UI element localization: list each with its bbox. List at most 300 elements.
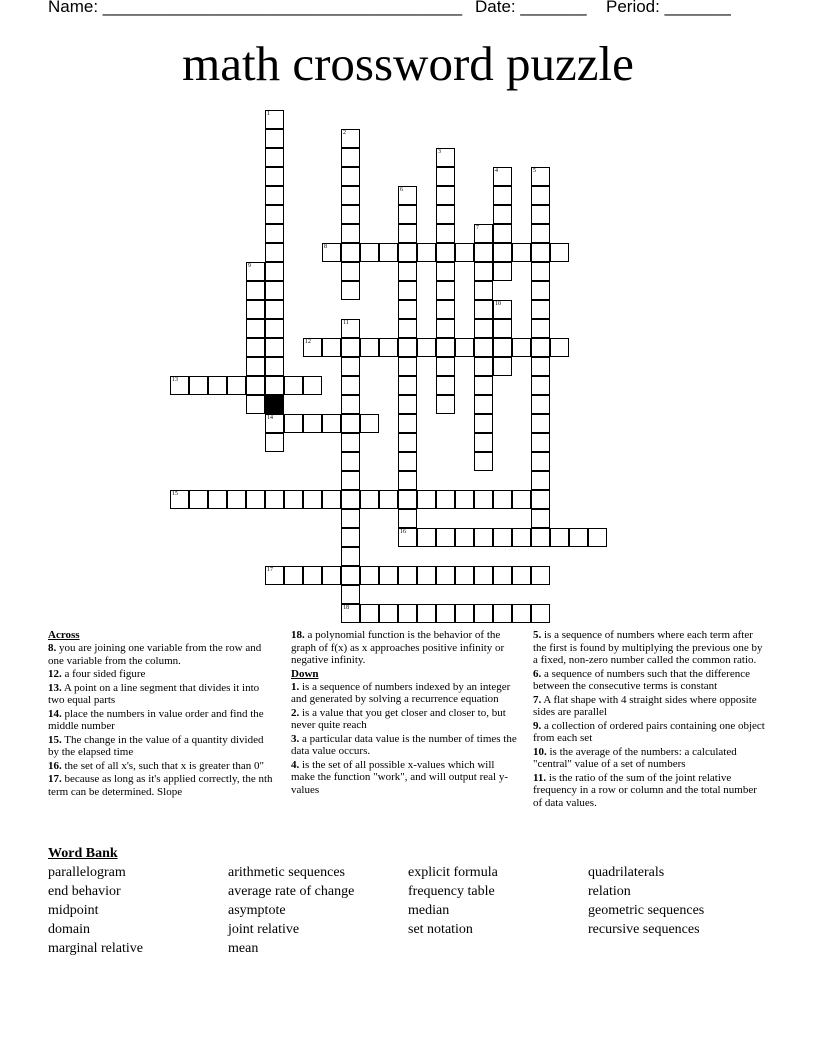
crossword-cell[interactable] bbox=[512, 604, 531, 623]
crossword-cell[interactable] bbox=[322, 243, 341, 262]
crossword-cell[interactable] bbox=[474, 528, 493, 547]
crossword-cell[interactable] bbox=[303, 414, 322, 433]
crossword-cell[interactable] bbox=[265, 281, 284, 300]
crossword-cell[interactable] bbox=[341, 205, 360, 224]
crossword-cell[interactable] bbox=[588, 528, 607, 547]
crossword-cell[interactable] bbox=[398, 471, 417, 490]
clue-item bbox=[291, 707, 521, 732]
crossword-cell[interactable] bbox=[265, 167, 284, 186]
clue-number: 3. bbox=[291, 732, 300, 745]
word-bank-word: recursive sequences bbox=[588, 922, 700, 937]
crossword-cell[interactable] bbox=[341, 129, 360, 148]
clue-number: 18. bbox=[291, 629, 305, 641]
crossword-cell[interactable] bbox=[341, 433, 360, 452]
crossword-cell[interactable] bbox=[265, 490, 284, 509]
clue-number: 13. bbox=[48, 681, 62, 694]
word-bank-word: end behavior bbox=[48, 884, 121, 899]
crossword-cell[interactable] bbox=[341, 243, 360, 262]
crossword-cell[interactable] bbox=[189, 490, 208, 509]
clues-column-1 bbox=[48, 629, 273, 799]
crossword-cell[interactable] bbox=[436, 566, 455, 585]
clue-item bbox=[48, 682, 273, 707]
clue-number: 10. bbox=[533, 745, 547, 758]
crossword-cell[interactable] bbox=[341, 509, 360, 528]
crossword-cell[interactable] bbox=[208, 376, 227, 395]
crossword-cell[interactable] bbox=[170, 376, 189, 395]
crossword-cell[interactable] bbox=[265, 433, 284, 452]
crossword-cell[interactable] bbox=[398, 528, 417, 547]
crossword-cell[interactable] bbox=[208, 490, 227, 509]
crossword-cell[interactable] bbox=[398, 376, 417, 395]
crossword-cell[interactable] bbox=[493, 357, 512, 376]
crossword-cell[interactable] bbox=[341, 471, 360, 490]
clue-number-label: 12 bbox=[305, 339, 311, 345]
crossword-cell[interactable] bbox=[436, 167, 455, 186]
crossword-cell[interactable] bbox=[436, 224, 455, 243]
crossword-cell[interactable] bbox=[531, 338, 550, 357]
word-bank-word: geometric sequences bbox=[588, 903, 705, 918]
crossword-cell[interactable] bbox=[398, 414, 417, 433]
crossword-cell[interactable] bbox=[360, 414, 379, 433]
crossword-cell[interactable] bbox=[341, 319, 360, 338]
clue-number: 7. bbox=[533, 693, 542, 706]
clue-number-label: 13 bbox=[172, 377, 178, 383]
clue-text: is a sequence of numbers indexed by an integer and generated by solving a recurrence equation bbox=[291, 680, 511, 705]
crossword-cell[interactable] bbox=[246, 357, 265, 376]
word-bank-word: explicit formula bbox=[408, 865, 498, 880]
clue-item bbox=[48, 708, 273, 733]
clue-number-label: 14 bbox=[267, 415, 273, 421]
crossword-cell[interactable] bbox=[531, 300, 550, 319]
crossword-cell[interactable] bbox=[265, 357, 284, 376]
crossword-cell[interactable] bbox=[341, 566, 360, 585]
crossword-cell[interactable] bbox=[189, 376, 208, 395]
crossword-cell[interactable] bbox=[379, 490, 398, 509]
clue-item bbox=[48, 668, 273, 681]
clue-number: 14. bbox=[48, 707, 62, 720]
crossword-cell[interactable] bbox=[360, 490, 379, 509]
clue-number-label: 3 bbox=[438, 149, 441, 155]
word-bank-column bbox=[588, 863, 704, 939]
crossword-cell[interactable] bbox=[246, 281, 265, 300]
crossword-cell[interactable] bbox=[398, 186, 417, 205]
clue-text: The change in the value of a quantity divided by the elapsed time bbox=[48, 733, 264, 758]
crossword-cell[interactable] bbox=[436, 376, 455, 395]
crossword-cell[interactable] bbox=[341, 262, 360, 281]
crossword-cell[interactable] bbox=[512, 566, 531, 585]
clue-number-label: 8 bbox=[324, 244, 327, 250]
name-field-label: Name: ______________________________________ bbox=[48, 0, 463, 16]
crossword-cell[interactable] bbox=[436, 490, 455, 509]
word-bank-word: arithmetic sequences bbox=[228, 865, 346, 880]
crossword-cell[interactable] bbox=[531, 471, 550, 490]
crossword-cell[interactable] bbox=[531, 319, 550, 338]
crossword-black-cell bbox=[265, 395, 284, 414]
crossword-cell[interactable] bbox=[398, 433, 417, 452]
crossword-cell[interactable] bbox=[436, 338, 455, 357]
crossword-cell[interactable] bbox=[303, 376, 322, 395]
clues-column-3 bbox=[533, 629, 768, 810]
crossword-cell[interactable] bbox=[398, 205, 417, 224]
crossword-cell[interactable] bbox=[474, 395, 493, 414]
crossword-cell[interactable] bbox=[265, 376, 284, 395]
clue-number: 2. bbox=[291, 706, 300, 719]
crossword-cell[interactable] bbox=[398, 319, 417, 338]
crossword-cell[interactable] bbox=[493, 566, 512, 585]
crossword-cell[interactable] bbox=[265, 262, 284, 281]
crossword-cell[interactable] bbox=[531, 528, 550, 547]
crossword-cell[interactable] bbox=[265, 414, 284, 433]
crossword-cell[interactable] bbox=[474, 319, 493, 338]
word-bank-word: asymptote bbox=[228, 903, 286, 918]
crossword-cell[interactable] bbox=[341, 148, 360, 167]
word-bank-word: domain bbox=[48, 922, 90, 937]
clue-number-label: 5 bbox=[533, 168, 536, 174]
crossword-cell[interactable] bbox=[474, 604, 493, 623]
crossword-cell[interactable] bbox=[436, 319, 455, 338]
crossword-cell[interactable] bbox=[398, 224, 417, 243]
crossword-cell[interactable] bbox=[417, 604, 436, 623]
crossword-cell[interactable] bbox=[455, 566, 474, 585]
crossword-cell[interactable] bbox=[474, 281, 493, 300]
crossword-cell[interactable] bbox=[322, 414, 341, 433]
crossword-cell[interactable] bbox=[379, 604, 398, 623]
crossword-cell[interactable] bbox=[246, 395, 265, 414]
crossword-cell[interactable] bbox=[341, 281, 360, 300]
crossword-cell[interactable] bbox=[398, 509, 417, 528]
word-bank-heading: Word Bank bbox=[48, 846, 118, 861]
crossword-cell[interactable] bbox=[493, 490, 512, 509]
clue-item bbox=[533, 746, 768, 771]
crossword-cell[interactable] bbox=[398, 300, 417, 319]
crossword-cell[interactable] bbox=[531, 205, 550, 224]
clue-number: 12. bbox=[48, 668, 62, 680]
crossword-cell[interactable] bbox=[455, 490, 474, 509]
clue-item bbox=[533, 629, 768, 667]
crossword-cell[interactable] bbox=[398, 490, 417, 509]
crossword-cell[interactable] bbox=[265, 319, 284, 338]
crossword-cell[interactable] bbox=[398, 243, 417, 262]
clue-text: a polynomial function is the behavior of the graph of f(x) as x approaches positive infinity or negative infinity. bbox=[291, 629, 505, 666]
crossword-cell[interactable] bbox=[398, 395, 417, 414]
clue-item bbox=[533, 668, 768, 693]
crossword-cell[interactable] bbox=[531, 395, 550, 414]
crossword-cell[interactable] bbox=[493, 319, 512, 338]
clue-number: 16. bbox=[48, 759, 62, 772]
clue-number-label: 17 bbox=[267, 567, 273, 573]
crossword-cell[interactable] bbox=[265, 224, 284, 243]
word-bank bbox=[48, 845, 788, 956]
crossword-cell[interactable] bbox=[303, 566, 322, 585]
clue-item bbox=[48, 773, 273, 798]
word-bank-word: relation bbox=[588, 884, 631, 899]
clue-text: a collection of ordered pairs containing one object from each set bbox=[533, 719, 765, 744]
word-bank-word: marginal relative bbox=[48, 941, 143, 956]
crossword-cell[interactable] bbox=[531, 490, 550, 509]
crossword-cell[interactable] bbox=[436, 262, 455, 281]
clue-text: a sequence of numbers such that the difference between the consecutive terms is constant bbox=[533, 667, 750, 692]
crossword-cell[interactable] bbox=[322, 338, 341, 357]
crossword-cell[interactable] bbox=[284, 566, 303, 585]
clue-number: 4. bbox=[291, 758, 300, 771]
clue-number-label: 6 bbox=[400, 187, 403, 193]
clue-text: is a sequence of numbers where each term after the first is found by multiplying the previous one by a fixed, non-zero number called the common ratio. bbox=[533, 629, 763, 666]
crossword-cell[interactable] bbox=[436, 186, 455, 205]
clue-number: 5. bbox=[533, 629, 542, 641]
crossword-cell[interactable] bbox=[341, 414, 360, 433]
word-bank-word: median bbox=[408, 903, 450, 918]
clue-number-label: 1 bbox=[267, 111, 270, 117]
word-bank-word: midpoint bbox=[48, 903, 99, 918]
crossword-cell[interactable] bbox=[246, 490, 265, 509]
clue-item bbox=[48, 642, 273, 667]
crossword-cell[interactable] bbox=[531, 224, 550, 243]
crossword-cell[interactable] bbox=[531, 604, 550, 623]
crossword-cell[interactable] bbox=[398, 604, 417, 623]
crossword-cell[interactable] bbox=[417, 243, 436, 262]
crossword-cell[interactable] bbox=[265, 110, 284, 129]
word-bank-column bbox=[48, 863, 143, 958]
crossword-cell[interactable] bbox=[265, 148, 284, 167]
crossword-cell[interactable] bbox=[455, 338, 474, 357]
crossword-cell[interactable] bbox=[474, 262, 493, 281]
crossword-cell[interactable] bbox=[436, 281, 455, 300]
crossword-cell[interactable] bbox=[265, 338, 284, 357]
clue-number-label: 18 bbox=[343, 605, 349, 611]
clue-number-label: 15 bbox=[172, 491, 178, 497]
crossword-cell[interactable] bbox=[303, 490, 322, 509]
crossword-cell[interactable] bbox=[512, 338, 531, 357]
crossword-cell[interactable] bbox=[493, 262, 512, 281]
clue-text: place the numbers in value order and find the middle number bbox=[48, 707, 264, 732]
word-bank-word: set notation bbox=[408, 922, 473, 937]
crossword-cell[interactable] bbox=[246, 376, 265, 395]
clue-number-label: 4 bbox=[495, 168, 498, 174]
clue-item bbox=[291, 681, 521, 706]
clue-item bbox=[291, 629, 521, 667]
crossword-cell[interactable] bbox=[512, 243, 531, 262]
crossword-cell[interactable] bbox=[531, 452, 550, 471]
crossword-cell[interactable] bbox=[398, 452, 417, 471]
word-bank-column bbox=[408, 863, 498, 939]
clue-number-label: 7 bbox=[476, 225, 479, 231]
crossword-cell[interactable] bbox=[531, 414, 550, 433]
crossword-cell[interactable] bbox=[341, 376, 360, 395]
crossword-cell[interactable] bbox=[531, 357, 550, 376]
crossword-cell[interactable] bbox=[303, 338, 322, 357]
clue-item bbox=[533, 720, 768, 745]
crossword-cell[interactable] bbox=[474, 566, 493, 585]
clue-number-label: 10 bbox=[495, 301, 501, 307]
clue-item bbox=[533, 772, 768, 810]
clue-text: the set of all x's, such that x is greater than 0" bbox=[61, 759, 265, 772]
word-bank-word: joint relative bbox=[228, 922, 300, 937]
clue-text: you are joining one variable from the row and one variable from the column. bbox=[48, 642, 262, 667]
crossword-cell[interactable] bbox=[474, 224, 493, 243]
crossword-cell[interactable] bbox=[531, 433, 550, 452]
page-title: math crossword puzzle bbox=[182, 36, 634, 91]
crossword-cell[interactable] bbox=[493, 338, 512, 357]
crossword-cell[interactable] bbox=[360, 338, 379, 357]
clue-number: 8. bbox=[48, 642, 57, 654]
crossword-cell[interactable] bbox=[436, 243, 455, 262]
crossword-cell[interactable] bbox=[398, 566, 417, 585]
clue-item bbox=[533, 694, 768, 719]
date-field-label: Date: _______ bbox=[475, 0, 587, 16]
crossword-cell[interactable] bbox=[284, 376, 303, 395]
crossword-cell[interactable] bbox=[341, 490, 360, 509]
crossword-cell[interactable] bbox=[455, 528, 474, 547]
clue-text: is the average of the numbers: a calculated "central" value of a set of numbers bbox=[533, 745, 737, 770]
crossword-cell[interactable] bbox=[455, 604, 474, 623]
word-bank-word: parallelogram bbox=[48, 865, 126, 880]
clue-item bbox=[48, 734, 273, 759]
crossword-cell[interactable] bbox=[398, 281, 417, 300]
clue-item bbox=[291, 759, 521, 797]
crossword-cell[interactable] bbox=[531, 167, 550, 186]
crossword-cell[interactable] bbox=[474, 300, 493, 319]
clue-text: A flat shape with 4 straight sides where opposite sides are parallel bbox=[533, 693, 757, 718]
crossword-cell[interactable] bbox=[246, 262, 265, 281]
down-heading: Down bbox=[291, 667, 319, 680]
crossword-cell[interactable] bbox=[436, 357, 455, 376]
crossword-cell[interactable] bbox=[436, 205, 455, 224]
crossword-cell[interactable] bbox=[436, 300, 455, 319]
crossword-cell[interactable] bbox=[341, 604, 360, 623]
crossword-cell[interactable] bbox=[455, 243, 474, 262]
crossword-cell[interactable] bbox=[474, 243, 493, 262]
crossword-cell[interactable] bbox=[493, 186, 512, 205]
crossword-cell[interactable] bbox=[493, 243, 512, 262]
crossword-cell[interactable] bbox=[398, 262, 417, 281]
crossword-cell[interactable] bbox=[512, 490, 531, 509]
crossword-cell[interactable] bbox=[417, 528, 436, 547]
clue-text: a particular data value is the number of times the data value occurs. bbox=[291, 732, 517, 757]
crossword-cell[interactable] bbox=[322, 490, 341, 509]
crossword-cell[interactable] bbox=[265, 129, 284, 148]
crossword-cell[interactable] bbox=[379, 338, 398, 357]
crossword-cell[interactable] bbox=[379, 243, 398, 262]
crossword-cell[interactable] bbox=[550, 338, 569, 357]
crossword-cell[interactable] bbox=[341, 186, 360, 205]
crossword-cell[interactable] bbox=[360, 243, 379, 262]
word-bank-word: average rate of change bbox=[228, 884, 355, 899]
clue-text: A point on a line segment that divides it into two equal parts bbox=[48, 681, 260, 706]
crossword-cell[interactable] bbox=[531, 281, 550, 300]
crossword-cell[interactable] bbox=[531, 509, 550, 528]
crossword-cell[interactable] bbox=[436, 528, 455, 547]
clue-text: a four sided figure bbox=[61, 668, 146, 680]
crossword-cell[interactable] bbox=[398, 338, 417, 357]
clue-number: 11. bbox=[533, 771, 547, 784]
crossword-cell[interactable] bbox=[341, 395, 360, 414]
crossword-cell[interactable] bbox=[360, 604, 379, 623]
crossword-cell[interactable] bbox=[227, 490, 246, 509]
crossword-cell[interactable] bbox=[531, 262, 550, 281]
clue-number-label: 9 bbox=[248, 263, 251, 269]
crossword-cell[interactable] bbox=[493, 604, 512, 623]
crossword-cell[interactable] bbox=[531, 376, 550, 395]
crossword-cell[interactable] bbox=[341, 224, 360, 243]
crossword-cell[interactable] bbox=[436, 148, 455, 167]
crossword-cell[interactable] bbox=[436, 395, 455, 414]
clue-item bbox=[48, 760, 273, 773]
crossword-cell[interactable] bbox=[531, 186, 550, 205]
clue-number: 6. bbox=[533, 667, 542, 680]
crossword-cell[interactable] bbox=[341, 452, 360, 471]
crossword-cell[interactable] bbox=[265, 566, 284, 585]
clue-number: 17. bbox=[48, 773, 62, 785]
clue-text: because as long as it's applied correctly, the nth term can be determined. Slope bbox=[48, 773, 273, 798]
clue-text: is a value that you get closer and closer to, but never quite reach bbox=[291, 706, 506, 731]
crossword-cell[interactable] bbox=[246, 338, 265, 357]
word-bank-word: frequency table bbox=[408, 884, 495, 899]
crossword-cell[interactable] bbox=[341, 585, 360, 604]
crossword-cell[interactable] bbox=[265, 186, 284, 205]
period-field-label: Period: _______ bbox=[606, 0, 731, 16]
crossword-cell[interactable] bbox=[379, 566, 398, 585]
crossword-cell[interactable] bbox=[341, 357, 360, 376]
crossword-cell[interactable] bbox=[550, 243, 569, 262]
crossword-cell[interactable] bbox=[531, 243, 550, 262]
across-heading: Across bbox=[48, 629, 80, 641]
crossword-cell[interactable] bbox=[265, 243, 284, 262]
crossword-cell[interactable] bbox=[284, 490, 303, 509]
crossword-cell[interactable] bbox=[417, 566, 436, 585]
crossword-cell[interactable] bbox=[417, 490, 436, 509]
crossword-cell[interactable] bbox=[360, 566, 379, 585]
crossword-cell[interactable] bbox=[322, 566, 341, 585]
crossword-cell[interactable] bbox=[398, 357, 417, 376]
crossword-cell[interactable] bbox=[474, 452, 493, 471]
crossword-cell[interactable] bbox=[493, 300, 512, 319]
crossword-cell[interactable] bbox=[474, 376, 493, 395]
crossword-cell[interactable] bbox=[265, 205, 284, 224]
crossword-cell[interactable] bbox=[170, 490, 189, 509]
crossword-cell[interactable] bbox=[493, 205, 512, 224]
crossword-cell[interactable] bbox=[474, 338, 493, 357]
crossword-cell[interactable] bbox=[341, 167, 360, 186]
word-bank-word: quadrilaterals bbox=[588, 865, 665, 880]
crossword-cell[interactable] bbox=[341, 547, 360, 566]
clues-column-2 bbox=[291, 629, 521, 797]
crossword-cell[interactable] bbox=[531, 566, 550, 585]
crossword-cell[interactable] bbox=[417, 338, 436, 357]
crossword-cell[interactable] bbox=[550, 528, 569, 547]
crossword-cell[interactable] bbox=[474, 414, 493, 433]
clue-number-label: 11 bbox=[343, 320, 349, 326]
crossword-cell[interactable] bbox=[436, 604, 455, 623]
crossword-cell[interactable] bbox=[474, 490, 493, 509]
crossword-cell[interactable] bbox=[341, 338, 360, 357]
crossword-cell[interactable] bbox=[246, 300, 265, 319]
clue-text: is the ratio of the sum of the joint relative frequency in a row or column and the total number of data values. bbox=[533, 771, 757, 809]
clue-text: is the set of all possible x-values which will make the function "work", and will output real y-values bbox=[291, 758, 509, 796]
clue-number: 15. bbox=[48, 733, 62, 746]
crossword-cell[interactable] bbox=[512, 528, 531, 547]
crossword-cell[interactable] bbox=[265, 300, 284, 319]
crossword-cell[interactable] bbox=[474, 357, 493, 376]
crossword-cell[interactable] bbox=[493, 528, 512, 547]
crossword-cell[interactable] bbox=[341, 528, 360, 547]
crossword-cell[interactable] bbox=[493, 224, 512, 243]
crossword-cell[interactable] bbox=[569, 528, 588, 547]
crossword-cell[interactable] bbox=[284, 414, 303, 433]
crossword-cell[interactable] bbox=[474, 433, 493, 452]
crossword-cell[interactable] bbox=[227, 376, 246, 395]
crossword-cell[interactable] bbox=[493, 167, 512, 186]
crossword-cell[interactable] bbox=[246, 319, 265, 338]
